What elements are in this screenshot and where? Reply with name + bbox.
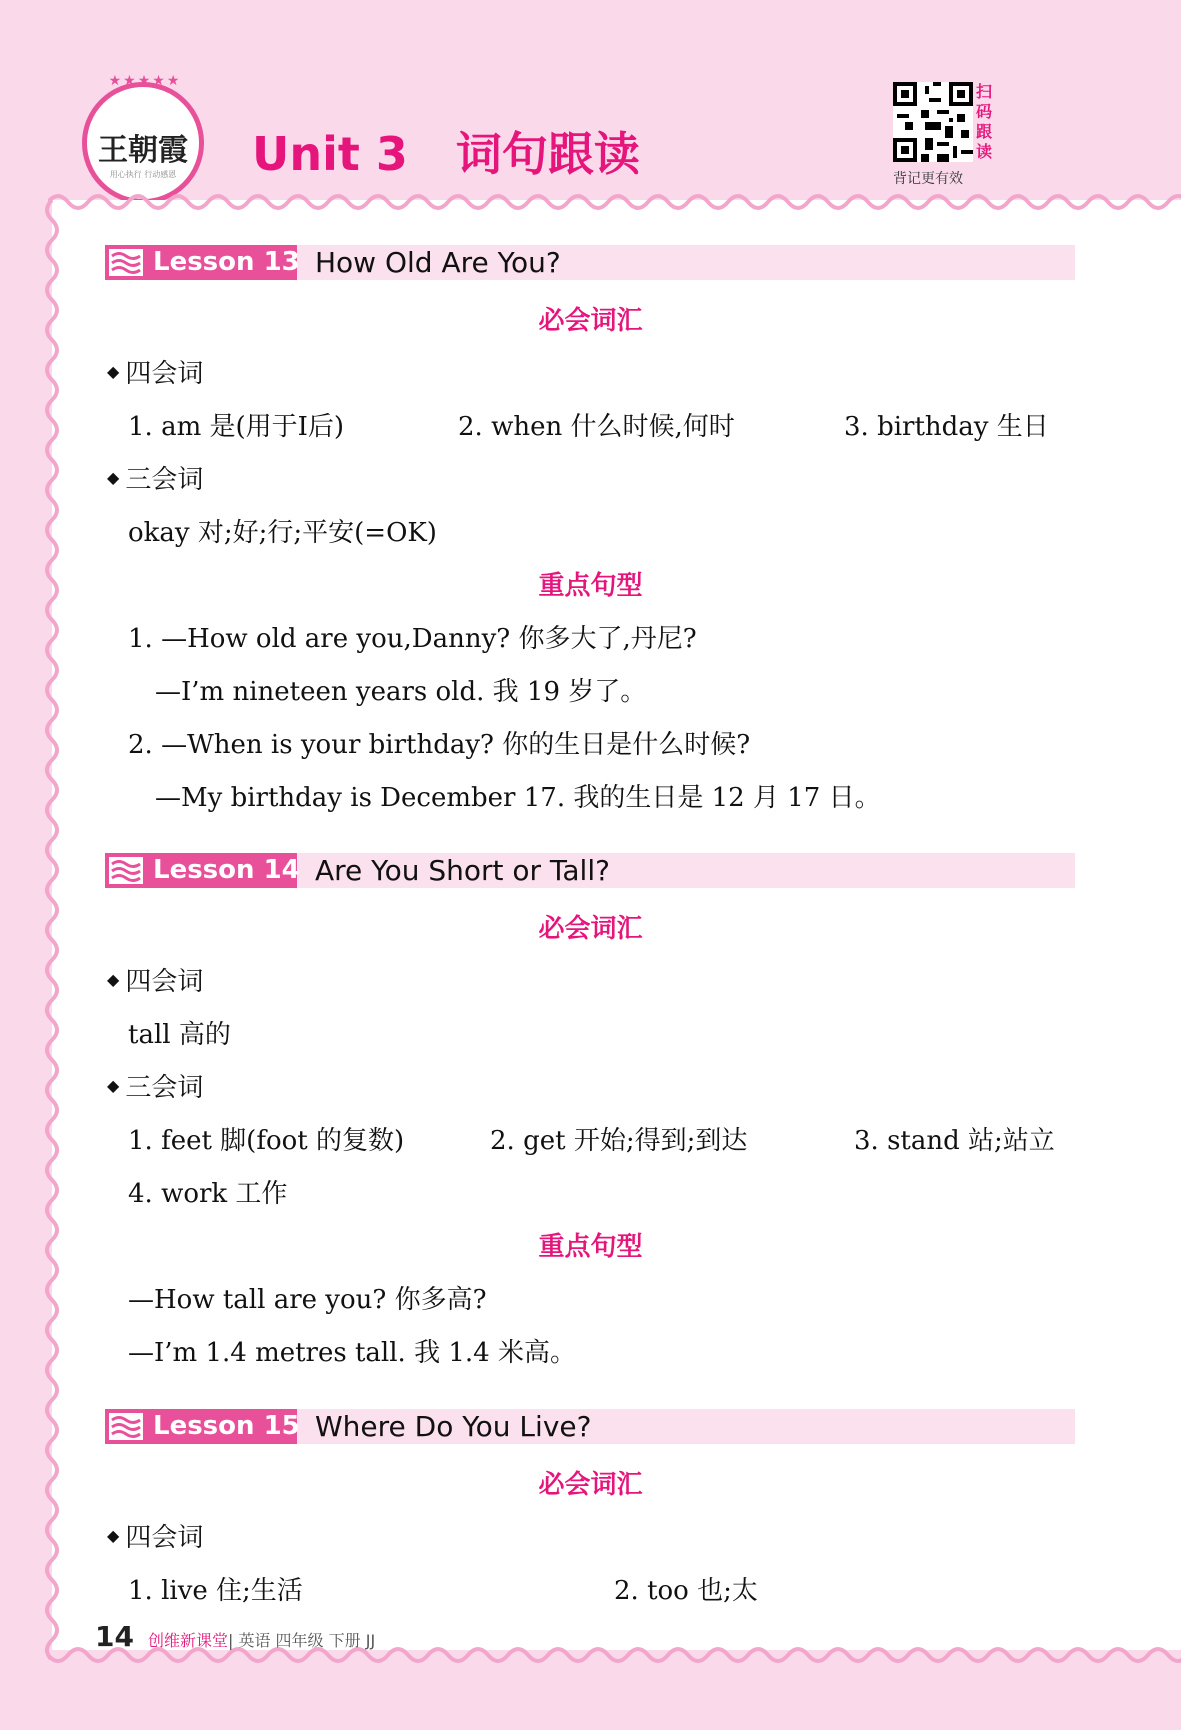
- sub-head-three: ◆ 三会词: [107, 1073, 204, 1103]
- sub-head-four: ◆ 四会词: [107, 359, 204, 389]
- lesson-tag-label: Lesson 15: [153, 1411, 300, 1441]
- wave-lines-icon: [109, 249, 143, 276]
- lesson-tag: [105, 245, 300, 280]
- lesson-title: How Old Are You?: [315, 246, 561, 279]
- section-head-patterns: 重点句型: [538, 571, 643, 601]
- vocab-item: 1. feet 脚(foot 的复数): [128, 1126, 405, 1156]
- diamond-icon: ◆: [107, 1076, 120, 1095]
- section-head-patterns: 重点句型: [538, 1232, 643, 1262]
- sub-head-three: ◆ 三会词: [107, 465, 204, 495]
- vocab-item: 2. get 开始;得到;到达: [490, 1126, 748, 1156]
- wave-lines-icon: [109, 1413, 143, 1440]
- pattern-line: —I’m nineteen years old. 我 19 岁了。: [155, 677, 647, 707]
- diamond-icon: ◆: [107, 362, 120, 381]
- sub-head-four: ◆ 四会词: [107, 967, 204, 997]
- qr-side-label: 扫码跟读: [976, 82, 993, 161]
- page-number: 14: [95, 1620, 134, 1653]
- section-head-vocab: 必会词汇: [538, 306, 643, 336]
- qr-caption: 背记更有效: [893, 171, 963, 187]
- page-header: [0, 0, 1181, 210]
- lesson-title: Where Do You Live?: [315, 1410, 592, 1443]
- vocab-item: 2. too 也;太: [614, 1576, 758, 1606]
- vocab-item: 3. stand 站;站立: [854, 1126, 1055, 1156]
- section-head-vocab: 必会词汇: [538, 1470, 643, 1500]
- vocab-item: tall 高的: [128, 1020, 231, 1050]
- lesson-tag: [105, 853, 300, 888]
- lesson-14-bar: [105, 853, 1075, 888]
- lesson-tag: [105, 1409, 300, 1444]
- vocab-item: 3. birthday 生日: [844, 412, 1049, 442]
- logo-slogan: 用心执行 行动感恩: [109, 170, 177, 179]
- pattern-line: 1. —How old are you,Danny? 你多大了,丹尼?: [128, 624, 697, 654]
- unit-title: [252, 118, 640, 184]
- vocab-item: 1. live 住;生活: [128, 1576, 303, 1606]
- unit-name: Unit 3: [252, 127, 408, 181]
- lesson-title: Are You Short or Tall?: [315, 854, 610, 887]
- lesson-15-bar: [105, 1409, 1075, 1444]
- lesson-tag-label: Lesson 14: [153, 855, 300, 885]
- lesson-13-bar: [105, 245, 1075, 280]
- pattern-line: —My birthday is December 17. 我的生日是 12 月 17 日。: [155, 783, 881, 813]
- diamond-icon: ◆: [107, 1526, 120, 1545]
- qr-code-icon[interactable]: [893, 82, 973, 162]
- vocab-item: 2. when 什么时候,何时: [458, 412, 735, 442]
- wave-lines-icon: [109, 857, 143, 884]
- pattern-line: —I’m 1.4 metres tall. 我 1.4 米高。: [128, 1338, 576, 1368]
- stars-icon: ★★★★★: [108, 73, 182, 89]
- logo-brand: 王朝霞: [98, 133, 188, 168]
- page-footer: [95, 1620, 375, 1653]
- book-meta: | 英语 四年级 下册 JJ: [227, 1631, 376, 1650]
- pattern-line: 2. —When is your birthday? 你的生日是什么时候?: [128, 730, 751, 760]
- vocab-item: 4. work 工作: [128, 1179, 288, 1209]
- sub-head-four: ◆ 四会词: [107, 1523, 204, 1553]
- diamond-icon: ◆: [107, 468, 120, 487]
- section-head-vocab: 必会词汇: [538, 914, 643, 944]
- book-title: 创维新课堂: [147, 1631, 228, 1650]
- lesson-tag-label: Lesson 13: [153, 247, 300, 277]
- publisher-logo: [82, 73, 204, 204]
- unit-subtitle: 词句跟读: [455, 127, 640, 181]
- wavy-border-top: [48, 188, 1181, 212]
- vocab-item: okay 对;好;行;平安(=OK): [128, 518, 437, 548]
- diamond-icon: ◆: [107, 970, 120, 989]
- vocab-item: 1. am 是(用于I后): [128, 412, 345, 442]
- pattern-line: —How tall are you? 你多高?: [128, 1285, 487, 1315]
